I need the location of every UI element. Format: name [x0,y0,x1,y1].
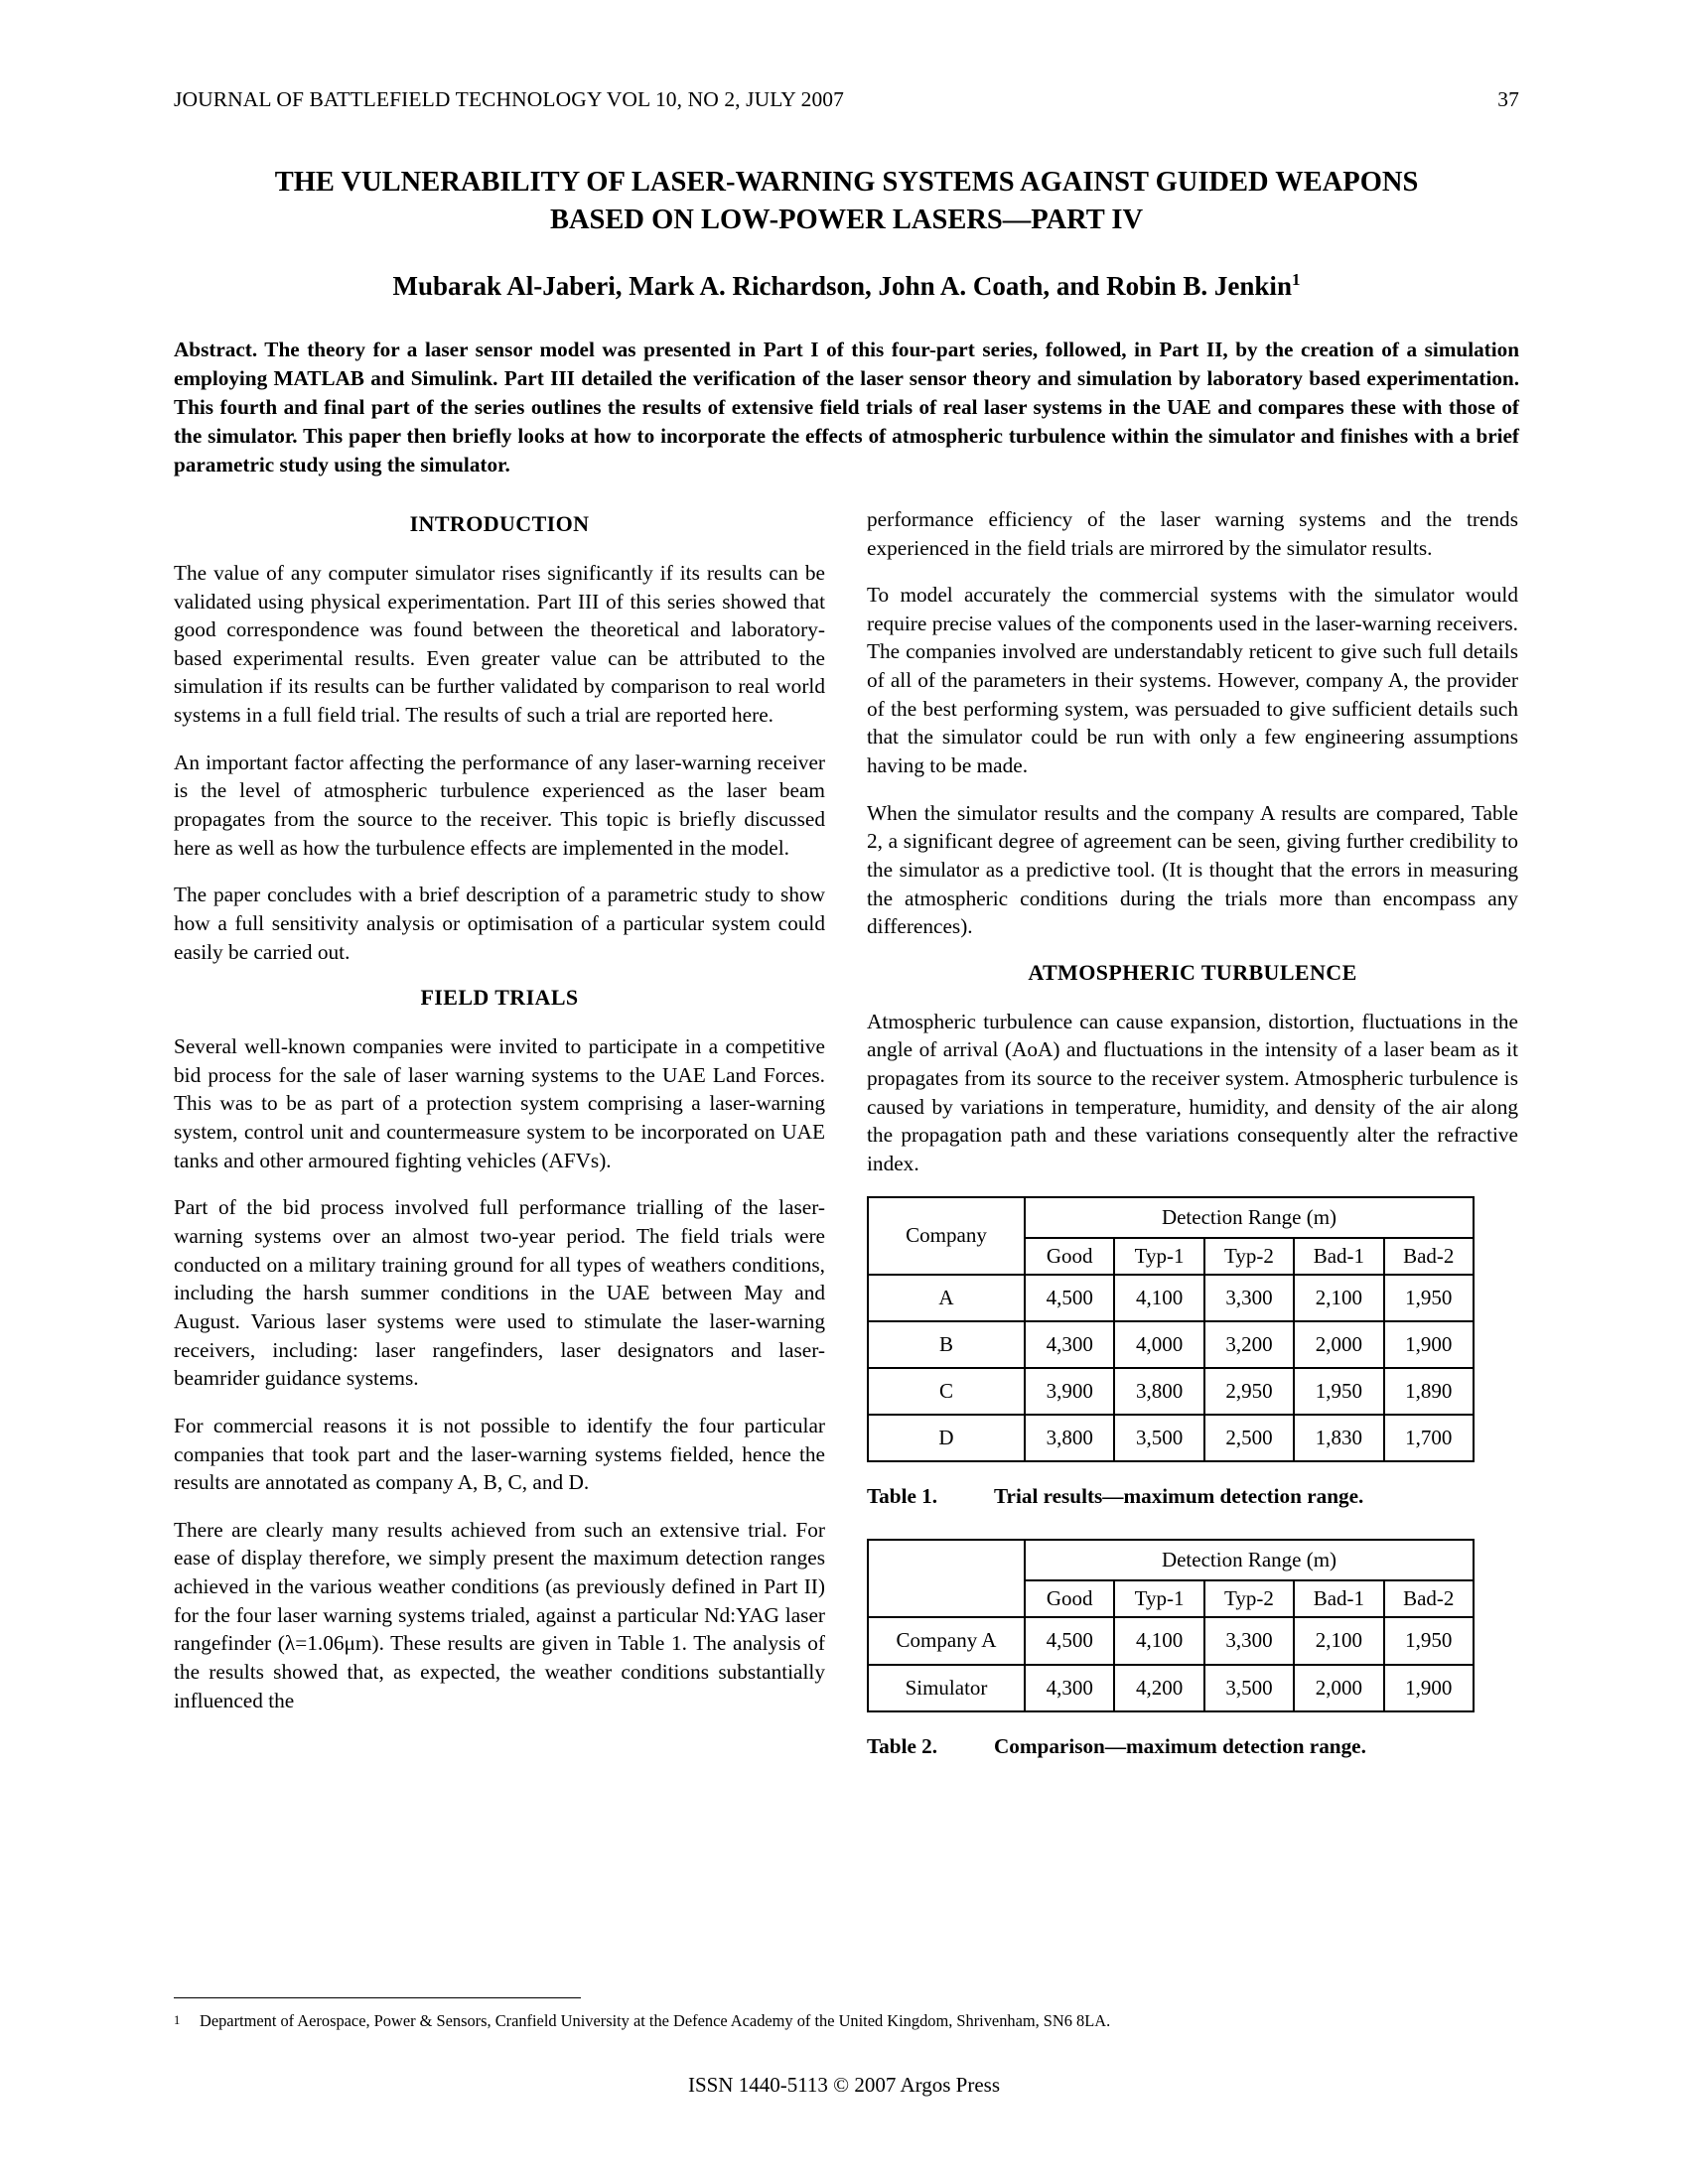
table1-row-label: D [868,1415,1025,1461]
table2-row-label: Company A [868,1617,1025,1664]
table1-caption [867,1484,1518,1509]
page-number: 37 [1497,87,1519,111]
table1-cell: 1,950 [1384,1275,1474,1321]
table1-cell: 4,100 [1114,1275,1203,1321]
table1-cell: 1,700 [1384,1415,1474,1461]
paragraph: To model accurately the commercial systems with the simulator would require precise values of the components used in the laser-warning receivers. The companies involved are understandably reticent to give such full details of all of the parameters in their systems. However, company A, the provider of the best performing system, was persuaded to give sufficient details such that the simulator could be run with only a few engineering assumptions having to be made. [867,583,1518,777]
table1-col-bad1: Bad-1 [1294,1238,1383,1275]
body-columns [174,505,1519,1789]
table-row [868,1321,1474,1368]
table1-cell: 3,200 [1204,1321,1294,1368]
table1-row-label: A [868,1275,1025,1321]
table2-col-good: Good [1025,1580,1114,1617]
table1-caption-number: Table 1. [867,1484,938,1509]
table2-cell: 2,100 [1294,1617,1383,1664]
table1-cell: 2,000 [1294,1321,1383,1368]
table2-cell: 3,300 [1204,1617,1294,1664]
table1-cell: 4,300 [1025,1321,1114,1368]
section-heading-atmospheric-turbulence: ATMOSPHERIC TURBULENCE [1028,959,1357,985]
table1-caption-text: Trial results—maximum detection range. [994,1484,1364,1509]
footnote-divider [174,1997,581,1998]
footnote-marker: 1 [174,2013,181,2027]
author-list [174,270,1519,302]
table1-cell: 3,800 [1025,1415,1114,1461]
table1-cell: 3,800 [1114,1368,1203,1415]
paragraph: Part of the bid process involved full performance trialling of the laser-warning systems over an almost two-year period. The field trials were conducted on a military training ground for all types of weathers conditions, including the harsh summer conditions in the UAE between May and August. Various laser systems were used to stimulate the laser-warning receivers, including: laser rangefinders, laser designators and laser-beamrider guidance systems. [174,1195,825,1391]
table2-row-label: Simulator [868,1665,1025,1711]
footnote [174,2010,1524,2031]
section-heading-introduction: INTRODUCTION [409,510,590,536]
table-row [868,1368,1474,1415]
table2-col-bad1: Bad-1 [1294,1580,1383,1617]
footnote-text: Department of Aerospace, Power & Sensors, Cranfield University at the Defence Academy of the United Kingdom, Shrivenham, SN6 8LA. [200,2011,1111,2030]
table-trial-results [867,1196,1475,1463]
table2-cell: 4,500 [1025,1617,1114,1664]
table-header-row [868,1197,1474,1238]
table-row [868,1275,1474,1321]
table1-cell: 2,500 [1204,1415,1294,1461]
table1-corner-label: Company [868,1197,1025,1275]
table1-cell: 3,300 [1204,1275,1294,1321]
paragraph: Atmospheric turbulence can cause expansion, distortion, fluctuations in the angle of arrival (AoA) and fluctuations in the intensity of a laser beam as it propagates from its source to the receiver system. Atmospheric turbulence is caused by variations in temperature, humidity, and density of the air along the propagation path and these variations consequently alter the refractive index. [867,1009,1518,1176]
table2-caption [867,1734,1518,1759]
table-header-row [868,1540,1474,1580]
table2-caption-number: Table 2. [867,1733,938,1758]
title-line-1: THE VULNERABILITY OF LASER-WARNING SYSTEMS AGAINST GUIDED WEAPONS [274,167,1419,198]
right-column [867,505,1518,1789]
table1-cell: 2,100 [1294,1275,1383,1321]
table1-col-bad2: Bad-2 [1384,1238,1474,1275]
page-content [174,87,1519,1789]
table-row [868,1665,1474,1711]
table2-cell: 1,900 [1384,1665,1474,1711]
table1-cell: 1,900 [1384,1321,1474,1368]
page-title [211,164,1481,239]
table2-corner-label [868,1540,1025,1617]
paragraph: An important factor affecting the performance of any laser-warning receiver is the level of atmospheric turbulence experienced as the laser beam propagates from the source to the receiver. This topic is briefly discussed here as well as how the turbulence effects are implemented in the model. [174,750,825,860]
table1-cell: 1,830 [1294,1415,1383,1461]
paragraph: When the simulator results and the company A results are compared, Table 2, a significant degree of agreement can be seen, giving further credibility to the simulator as a predictive tool. (It is thought that the errors in measuring the atmospheric conditions during the trials more than encompass any differences). [867,800,1518,939]
running-head [174,87,1519,112]
title-line-2: BASED ON LOW-POWER LASERS—PART IV [549,204,1144,235]
table1-row-label: B [868,1321,1025,1368]
author-footnote-marker: 1 [1291,269,1301,289]
table1-cell: 2,950 [1204,1368,1294,1415]
table-comparison [867,1539,1475,1711]
table2-cell: 1,950 [1384,1617,1474,1664]
table1-cell: 1,950 [1294,1368,1383,1415]
paragraph: performance efficiency of the laser warning systems and the trends experienced in the field trials are mirrored by the simulator results. [867,506,1518,560]
table2-cell: 2,000 [1294,1665,1383,1711]
journal-reference: JOURNAL OF BATTLEFIELD TECHNOLOGY VOL 10, NO 2, JULY 2007 [174,87,845,111]
abstract: Abstract. The theory for a laser sensor model was presented in Part I of this four-part series, followed, in Part II, by the creation of a simulation employing MATLAB and Simulink. Part III detailed the verification of the laser sensor theory and simulation by laboratory based experimentation. This fourth and final part of the series outlines the results of extensive field trials of real laser systems in the UAE and compares these with those of the simulator. This paper then briefly looks at how to incorporate the effects of atmospheric turbulence within the simulator and finishes with a brief parametric study using the simulator. [174,338,1519,477]
table1-cell: 4,000 [1114,1321,1203,1368]
table1-cell: 3,500 [1114,1415,1203,1461]
paragraph: There are clearly many results achieved from such an extensive trial. For ease of display therefore, we simply present the maximum detection ranges achieved in the various weather conditions (as previously defined in Part II) for the four laser warning systems trialed, against a particular Nd:YAG laser rangefinder (λ=1.06μm). These results are given in Table 1. The analysis of the results showed that, as expected, the weather conditions substantially influenced the [174,1517,825,1712]
table2-group-header: Detection Range (m) [1025,1540,1474,1580]
table1-cell: 3,900 [1025,1368,1114,1415]
paragraph: Several well-known companies were invited to participate in a competitive bid process for the sale of laser warning systems to the UAE Land Forces. This was to be as part of a protection system comprising a laser-warning system, control unit and countermeasure system to be incorporated on UAE tanks and other armoured fighting vehicles (AFVs). [174,1034,825,1172]
table1-col-good: Good [1025,1238,1114,1275]
table-row [868,1415,1474,1461]
paragraph: The value of any computer simulator rises significantly if its results can be validated using physical experimentation. Part III of this series showed that good correspondence was found between the theoretical and laboratory-based experimental results. Even greater value can be attributed to the simulation if its results can be further validated by comparison to real world systems in a full field trial. The results of such a trial are reported here. [174,560,825,728]
table-row [868,1617,1474,1664]
left-column [174,505,825,1789]
paragraph: The paper concludes with a brief description of a parametric study to show how a full sensitivity analysis or optimisation of a particular system could easily be carried out. [174,883,825,964]
table2-col-bad2: Bad-2 [1384,1580,1474,1617]
section-heading-field-trials: FIELD TRIALS [420,985,579,1011]
table2-col-typ1: Typ-1 [1114,1580,1203,1617]
table2-cell: 4,200 [1114,1665,1203,1711]
author-names: Mubarak Al-Jaberi, Mark A. Richardson, John A. Coath, and Robin B. Jenkin [392,270,1292,301]
table2-cell: 4,100 [1114,1617,1203,1664]
table1-cell: 4,500 [1025,1275,1114,1321]
table1-group-header: Detection Range (m) [1025,1197,1474,1238]
table2-caption-text: Comparison—maximum detection range. [994,1733,1366,1758]
page-footer: ISSN 1440-5113 © 2007 Argos Press [687,2073,1001,2097]
table2-cell: 3,500 [1204,1665,1294,1711]
table1-col-typ2: Typ-2 [1204,1238,1294,1275]
paragraph: For commercial reasons it is not possible to identify the four particular companies that took part and the laser-warning systems fielded, hence the results are annotated as company A, B, C, and D. [174,1413,825,1495]
table1-col-typ1: Typ-1 [1114,1238,1203,1275]
table1-row-label: C [868,1368,1025,1415]
table2-col-typ2: Typ-2 [1204,1580,1294,1617]
table2-cell: 4,300 [1025,1665,1114,1711]
table1-cell: 1,890 [1384,1368,1474,1415]
